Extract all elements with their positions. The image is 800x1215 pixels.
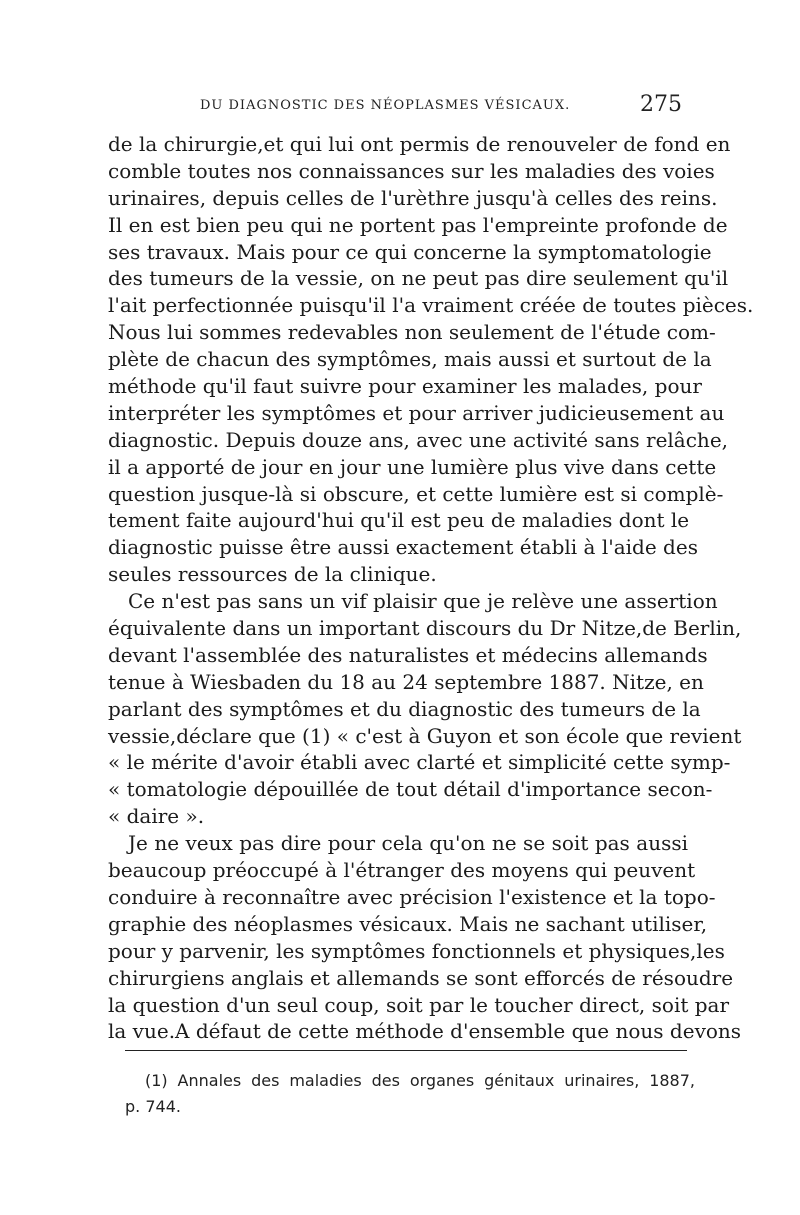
footnote-line: (1) Annales des maladies des organes génitaux urinaires, 1887, bbox=[145, 1071, 695, 1090]
text-line: Il en est bien peu qui ne portent pas l'empreinte profonde de bbox=[108, 212, 728, 237]
text-line: équivalente dans un important discours du Dr Nitze,de Berlin, bbox=[108, 616, 742, 641]
text-line: méthode qu'il faut suivre pour examiner les malades, pour bbox=[108, 374, 702, 399]
footnote-line: p. 744. bbox=[125, 1097, 181, 1116]
footnote bbox=[125, 1068, 695, 1120]
text-line: parlant des symptômes et du diagnostic des tumeurs de la bbox=[108, 696, 701, 721]
text-line: la vue.A défaut de cette méthode d'ensemble que nous devons bbox=[108, 1019, 742, 1044]
text-line: beaucoup préoccupé à l'étranger des moyens qui peuvent bbox=[108, 858, 696, 883]
text-line: diagnostic. Depuis douze ans, avec une activité sans relâche, bbox=[108, 427, 729, 452]
running-title: DU DIAGNOSTIC DES NÉOPLASMES VÉSICAUX. bbox=[200, 98, 571, 113]
text-line: Je ne veux pas dire pour cela qu'on ne se soit pas aussi bbox=[128, 831, 688, 856]
text-line: la question d'un seul coup, soit par le toucher direct, soit par bbox=[108, 992, 730, 1017]
text-line: « daire ». bbox=[108, 804, 205, 829]
text-line: seules ressources de la clinique. bbox=[108, 562, 437, 587]
text-line: diagnostic puisse être aussi exactement établi à l'aide des bbox=[108, 535, 698, 560]
text-line: urinaires, depuis celles de l'urèthre jusqu'à celles des reins. bbox=[108, 185, 718, 210]
text-line: tement faite aujourd'hui qu'il est peu de maladies dont le bbox=[108, 508, 690, 533]
text-line: de la chirurgie,et qui lui ont permis de renouveler de fond en bbox=[108, 132, 731, 156]
text-line: pour y parvenir, les symptômes fonctionnels et physiques,les bbox=[108, 938, 725, 963]
text-line: Ce n'est pas sans un vif plaisir que je relève une assertion bbox=[128, 589, 718, 614]
text-line: tenue à Wiesbaden du 18 au 24 septembre 1887. Nitze, en bbox=[108, 669, 704, 694]
text-line: l'ait perfectionnée puisqu'il l'a vraiment créée de toutes pièces. bbox=[108, 293, 754, 318]
text-line: plète de chacun des symptômes, mais aussi et surtout de la bbox=[108, 347, 712, 372]
page-number: 275 bbox=[640, 92, 682, 117]
text-line: interpréter les symptômes et pour arriver judicieusement au bbox=[108, 400, 725, 425]
text-line: Nous lui sommes redevables non seulement de l'étude com- bbox=[108, 320, 716, 345]
text-line: « tomatologie dépouillée de tout détail d'importance secon- bbox=[108, 777, 713, 802]
text-line: ses travaux. Mais pour ce qui concerne la symptomatologie bbox=[108, 239, 712, 264]
text-line: chirurgiens anglais et allemands se sont efforcés de résoudre bbox=[108, 965, 734, 990]
text-line: « le mérite d'avoir établi avec clarté et simplicité cette symp- bbox=[108, 750, 731, 775]
text-line: il a apporté de jour en jour une lumière plus vive dans cette bbox=[108, 454, 717, 479]
text-line: graphie des néoplasmes vésicaux. Mais ne sachant utiliser, bbox=[108, 911, 708, 936]
text-line: devant l'assemblée des naturalistes et médecins allemands bbox=[108, 642, 708, 667]
text-line: conduire à reconnaître avec précision l'existence et la topo- bbox=[108, 884, 716, 909]
text-line: question jusque-là si obscure, et cette lumière est si complè- bbox=[108, 481, 724, 506]
text-line: vessie,déclare que (1) « c'est à Guyon et son école que revient bbox=[108, 723, 742, 748]
body-text bbox=[108, 131, 754, 1045]
text-line: comble toutes nos connaissances sur les maladies des voies bbox=[108, 158, 715, 183]
text-line: des tumeurs de la vessie, on ne peut pas dire seulement qu'il bbox=[108, 266, 729, 291]
footnote-divider bbox=[125, 1050, 687, 1051]
